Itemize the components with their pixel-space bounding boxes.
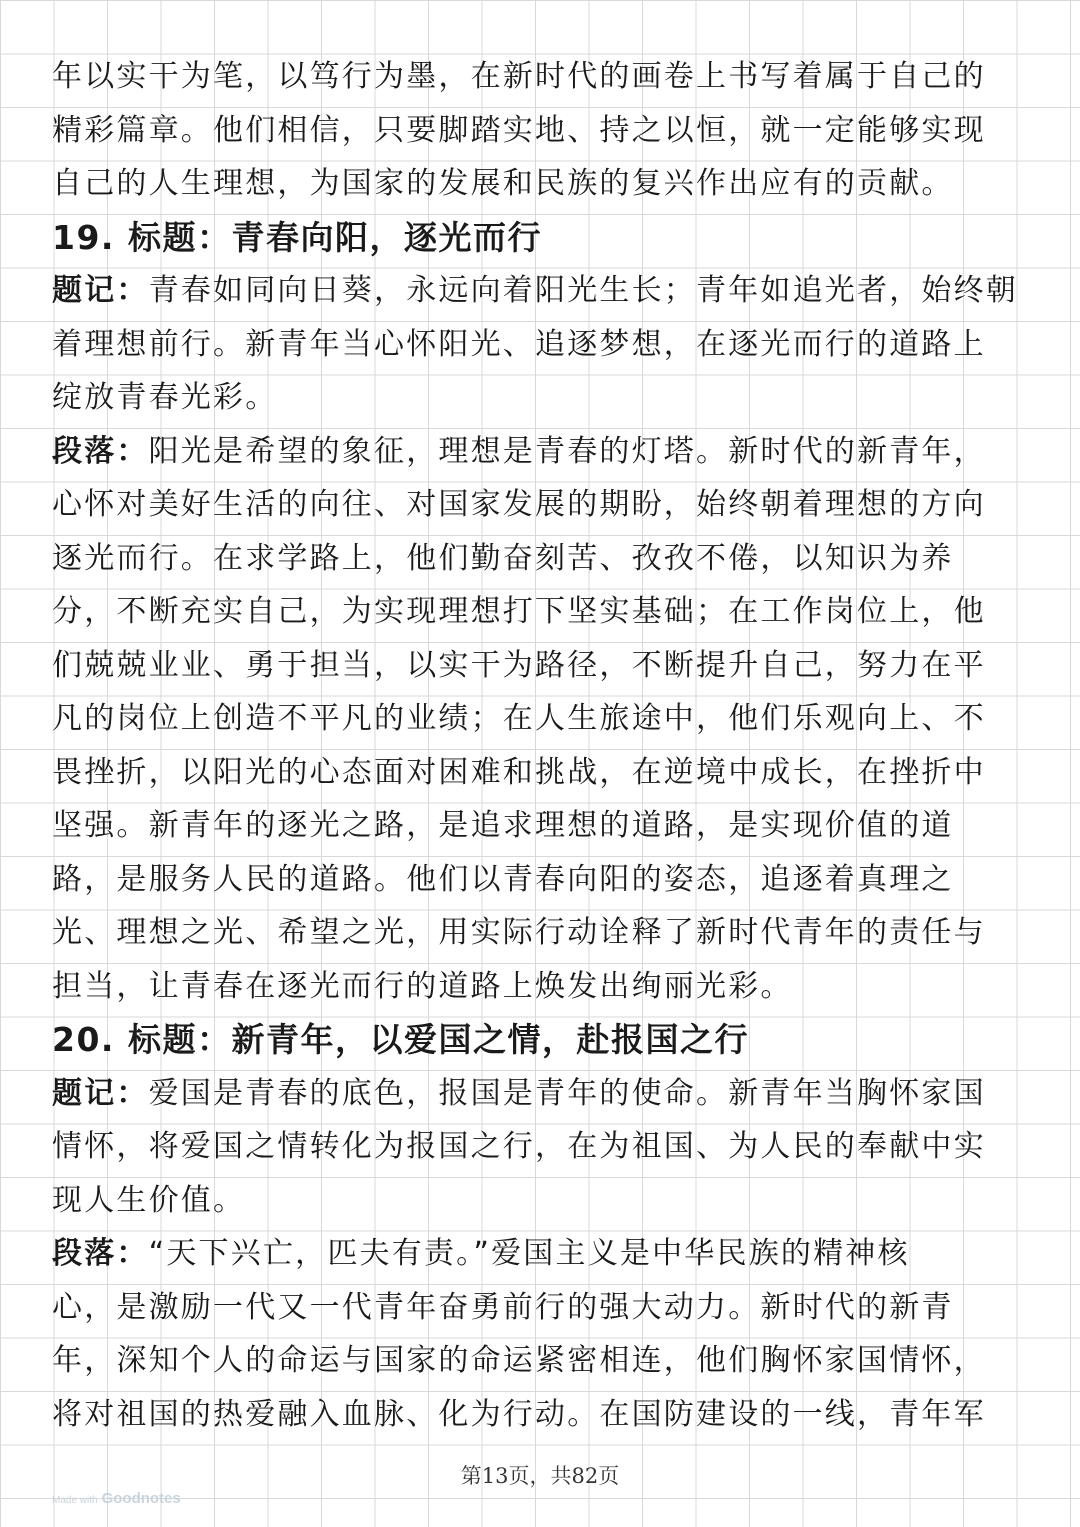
section-19-duanluo-line: 们兢兢业业、勇于担当，以实干为路径，不断提升自己，努力在平 bbox=[52, 647, 986, 683]
text-line: 自己的人生理想，为国家的发展和民族的复兴作出应有的贡献。 bbox=[52, 166, 954, 201]
section-19-duanluo-line: 畏挫折，以阳光的心态面对困难和挑战，在逆境中成长，在挫折中 bbox=[52, 754, 986, 790]
section-20-duanluo-line: 年，深知个人的命运与国家的命运紧密相连，他们胸怀家国情怀， bbox=[52, 1343, 986, 1378]
section-19-duanluo-line: 光、理想之光、希望之光，用实际行动诠释了新时代青年的责任与 bbox=[52, 915, 986, 950]
section-19-tiji-line: 绽放青春光彩。 bbox=[52, 380, 278, 415]
section-19-duanluo-line: 逐光而行。在求学路上，他们勤奋刻苦、孜孜不倦，以知识为养 bbox=[52, 540, 954, 576]
tiji-text: 青春如同向日葵，永远向着阳光生长；青年如追光者，始终朝 bbox=[148, 273, 1019, 308]
duanluo-label: 段落： bbox=[52, 433, 149, 469]
section-19-duanluo-line: 担当，让青春在逐光而行的道路上焕发出绚丽光彩。 bbox=[52, 968, 793, 1004]
watermark-small-text: Made with bbox=[52, 1495, 98, 1506]
section-19-duanluo-line: 凡的岗位上创造不平凡的业绩；在人生旅途中，他们乐观向上、不 bbox=[52, 701, 986, 736]
section-20-heading: 20. 标题：新青年，以爱国之情，赴报国之行 bbox=[52, 1020, 749, 1059]
duanluo-text: 阳光是希望的象征，理想是青春的灯塔。新时代的新青年， bbox=[148, 433, 986, 469]
section-19-duanluo-line: 分，不断充实自己，为实现理想打下坚实基础；在工作岗位上，他 bbox=[52, 594, 986, 629]
watermark-brand: Goodnotes bbox=[101, 1490, 181, 1507]
section-20-tiji-line: 现人生价值。 bbox=[52, 1182, 246, 1218]
section-19-duanluo-line bbox=[52, 425, 1037, 479]
section-20-tiji-line: 情怀，将爱国之情转化为报国之行，在为祖国、为人民的奉献中实 bbox=[52, 1129, 986, 1164]
section-20-duanluo-line: 将对祖国的热爱融入血脉、化为行动。在国防建设的一线，青年军 bbox=[52, 1396, 986, 1432]
tiji-label: 题记： bbox=[52, 1075, 149, 1111]
goodnotes-watermark bbox=[52, 1490, 181, 1508]
section-20-tiji-line bbox=[52, 1067, 1037, 1121]
section-19-duanluo-line: 坚强。新青年的逐光之路，是追求理想的道路，是实现价值的道 bbox=[52, 808, 954, 843]
duanluo-label: 段落： bbox=[52, 1236, 149, 1271]
text-line: 精彩篇章。他们相信，只要脚踏实地、持之以恒，就一定能够实现 bbox=[52, 112, 986, 148]
section-19-tiji-line: 着理想前行。新青年当心怀阳光、追逐梦想，在逐光而行的道路上 bbox=[52, 326, 986, 362]
section-19-heading: 19. 标题：青春向阳，逐光而行 bbox=[52, 217, 542, 257]
duanluo-text: “天下兴亡，匹夫有责。”爱国主义是中华民族的精神核 bbox=[148, 1236, 910, 1271]
text-line: 年以实干为笔，以笃行为墨，在新时代的画卷上书写着属于自己的 bbox=[52, 59, 986, 94]
section-20-duanluo-line: 心，是激励一代又一代青年奋勇前行的强大动力。新时代的新青 bbox=[52, 1289, 954, 1325]
tiji-label: 题记： bbox=[52, 273, 149, 308]
section-19-tiji-line bbox=[52, 264, 1037, 318]
section-20-duanluo-line bbox=[52, 1227, 1037, 1281]
section-19-duanluo-line: 路，是服务人民的道路。他们以青春向阳的姿态，追逐着真理之 bbox=[52, 861, 954, 897]
tiji-text: 爱国是青春的底色，报国是青年的使命。新青年当胸怀家国 bbox=[148, 1075, 986, 1111]
page-number: 第13页，共82页 bbox=[460, 1464, 620, 1488]
section-19-duanluo-line: 心怀对美好生活的向往、对国家发展的期盼，始终朝着理想的方向 bbox=[52, 487, 986, 522]
page-content bbox=[52, 50, 1037, 1441]
